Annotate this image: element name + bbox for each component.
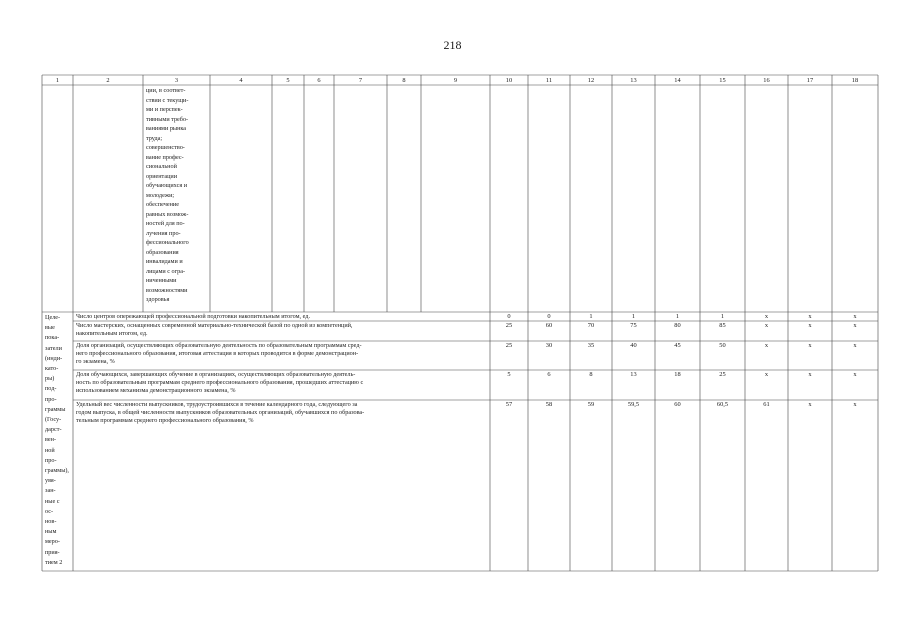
indicator-value: 70 bbox=[587, 322, 595, 329]
measure-description-line: вание профес- bbox=[146, 153, 184, 161]
measure-description-line: молодежи; bbox=[146, 191, 175, 199]
indicator-value: 59,5 bbox=[627, 401, 640, 408]
column-number-15: 15 bbox=[719, 77, 726, 84]
indicator-value: 60 bbox=[674, 401, 681, 408]
indicator-value: x bbox=[808, 313, 812, 320]
indicator-value: 1 bbox=[720, 313, 725, 320]
indicator-value: 30 bbox=[545, 342, 553, 349]
measure-description-line: ми и перспек- bbox=[146, 106, 183, 113]
indicator-group-line: ной bbox=[45, 446, 55, 454]
indicator-value: x bbox=[764, 342, 769, 349]
indicator-name-line: Удельный вес численности выпускников, трудоустроившихся в течение календарного года, следующего за bbox=[76, 401, 358, 408]
indicator-value: 45 bbox=[674, 342, 681, 349]
column-number-7: 7 bbox=[358, 77, 363, 84]
indicator-group-line: увя- bbox=[45, 477, 56, 485]
indicator-value: 50 bbox=[719, 342, 726, 349]
indicator-group-line: меро- bbox=[45, 538, 60, 546]
indicator-name-line: Доля организаций, осуществляющих образовательную деятельность по образовательным программам сред- bbox=[76, 342, 362, 349]
indicator-value: 40 bbox=[630, 342, 637, 349]
indicator-name-line: годом выпуска, в общей численности выпускников образовательных организаций, обучавшихся по образова- bbox=[76, 409, 365, 416]
indicator-value: 25 bbox=[505, 322, 513, 329]
measure-description-line: обеспечение bbox=[146, 201, 179, 208]
measure-description-line: ваниями рынка bbox=[146, 125, 187, 132]
measure-description-line: ции, в соответ- bbox=[146, 87, 186, 94]
column-number-11: 11 bbox=[545, 77, 553, 84]
indicator-value: 0 bbox=[547, 313, 551, 320]
indicator-value: 1 bbox=[675, 313, 680, 320]
indicator-group-line: граммы bbox=[45, 405, 66, 413]
indicator-value: x bbox=[808, 322, 812, 329]
indicator-value: 1 bbox=[631, 313, 636, 320]
measure-description-line: обучающихся и bbox=[146, 182, 188, 189]
measure-description-line: образования bbox=[146, 248, 179, 256]
indicator-value: x bbox=[853, 401, 857, 408]
column-number-14: 14 bbox=[674, 77, 681, 84]
measure-description-line: сиональной bbox=[146, 163, 177, 170]
indicator-name-line: него профессионального образования, итоговая аттестация в которых проводится в форме демонстрацион- bbox=[76, 350, 359, 357]
indicator-group-line: зан- bbox=[45, 487, 56, 495]
indicator-value: x bbox=[853, 342, 857, 349]
indicator-value: 13 bbox=[630, 371, 637, 378]
indicator-value: 25 bbox=[505, 342, 513, 349]
indicator-name-line: го экзамена, % bbox=[76, 358, 115, 365]
column-number-16: 16 bbox=[763, 77, 770, 84]
indicator-value: 6 bbox=[547, 371, 551, 378]
indicator-name-line: тельным программам среднего профессионального образования, % bbox=[76, 417, 254, 424]
indicator-value: 58 bbox=[545, 401, 553, 408]
column-number-8: 8 bbox=[402, 77, 406, 84]
indicator-value: x bbox=[764, 313, 769, 320]
indicator-value: x bbox=[808, 342, 812, 349]
indicator-name-line: накопительным итогом, ед. bbox=[76, 330, 148, 337]
column-number-18: 18 bbox=[851, 77, 859, 84]
indicator-group-line: прия- bbox=[45, 548, 60, 556]
indicator-value: x bbox=[764, 322, 769, 329]
indicator-group-line: затели bbox=[45, 344, 62, 352]
column-number-2: 2 bbox=[106, 77, 110, 84]
column-number-5: 5 bbox=[286, 77, 290, 84]
measure-description-line: лицами с огра- bbox=[146, 267, 186, 275]
indicator-value: x bbox=[808, 371, 812, 378]
indicator-value: 35 bbox=[587, 342, 595, 349]
indicator-value: x bbox=[764, 371, 769, 378]
indicator-group-line: граммы), bbox=[45, 467, 69, 474]
measure-description-line: совершенство- bbox=[146, 144, 185, 151]
column-number-9: 9 bbox=[453, 77, 458, 84]
indicator-group-line: ным bbox=[45, 528, 57, 536]
indicator-group-line: вен- bbox=[45, 436, 57, 444]
column-number-6: 6 bbox=[317, 77, 321, 84]
indicator-group-line: (Госу- bbox=[45, 416, 62, 423]
indicator-value: x bbox=[853, 322, 857, 329]
indicator-value: 85 bbox=[719, 322, 726, 329]
indicator-value: 75 bbox=[630, 322, 637, 329]
indicator-value: x bbox=[808, 401, 812, 408]
indicator-value: 5 bbox=[507, 371, 511, 378]
indicator-group-line: тием 2 bbox=[45, 558, 63, 566]
measure-description-line: ствии с текущи- bbox=[146, 96, 189, 104]
column-number-13: 13 bbox=[630, 77, 637, 84]
indicator-value: 57 bbox=[505, 401, 513, 408]
indicator-value: 60,5 bbox=[716, 401, 729, 408]
indicator-group-line: ные с bbox=[45, 497, 60, 505]
measure-description-line: равных возмож- bbox=[146, 210, 189, 218]
indicator-value: 1 bbox=[589, 313, 593, 320]
indicator-value: 60 bbox=[545, 322, 553, 329]
measure-description-line: ностей для по- bbox=[146, 220, 185, 227]
indicator-value: 59 bbox=[587, 401, 595, 408]
measure-description-line: лучения про- bbox=[146, 229, 181, 237]
indicator-name-line: Число центров опережающей профессиональной подготовки накопительным итогом, ед. bbox=[76, 313, 310, 320]
indicator-value: 0 bbox=[507, 313, 511, 320]
column-number-17: 17 bbox=[806, 77, 814, 84]
indicator-name-line: использованием механизма демонстрационного экзамена, % bbox=[76, 387, 236, 394]
measure-description-line: ориентации bbox=[146, 172, 178, 180]
measure-description-line: инвалидами и bbox=[146, 258, 183, 265]
measure-description-line: ниченными bbox=[146, 277, 177, 284]
measure-description-line: тивными требо- bbox=[146, 115, 189, 123]
indicator-group-line: ры) bbox=[45, 375, 55, 383]
indicator-value: 18 bbox=[674, 371, 681, 378]
indicator-value: 80 bbox=[674, 322, 681, 329]
column-number-4: 4 bbox=[239, 77, 243, 84]
column-number-12: 12 bbox=[587, 77, 595, 84]
indicator-group-line: Целе- bbox=[45, 314, 61, 321]
indicator-group-line: ос- bbox=[45, 507, 54, 515]
indicator-group-line: вые bbox=[45, 324, 55, 332]
indicator-value: x bbox=[853, 371, 857, 378]
measure-description-line: фессионального bbox=[146, 239, 189, 246]
column-number-3: 3 bbox=[174, 77, 179, 84]
indicator-name-line: Доля обучающихся, завершающих обучение в организациях, осуществляющих образовательную деятель- bbox=[76, 371, 356, 378]
measure-description-line: труда; bbox=[146, 134, 163, 142]
indicator-name-line: Число мастерских, оснащенных современной материально-технической базой по одной из компетенций, bbox=[76, 322, 353, 329]
indicator-group-line: пока- bbox=[45, 334, 60, 342]
indicator-group-line: като- bbox=[45, 365, 59, 372]
indicator-group-line: про- bbox=[45, 395, 57, 403]
indicator-value: 25 bbox=[719, 371, 726, 378]
indicator-value: x bbox=[853, 313, 857, 320]
indicator-name-line: ность по образовательным программам среднего профессионального образования, прошедших аттестацию с bbox=[76, 379, 364, 386]
column-number-10: 10 bbox=[505, 77, 513, 84]
indicator-value: 8 bbox=[589, 371, 593, 378]
measure-description-line: здоровья bbox=[146, 296, 170, 303]
indicator-group-line: нов- bbox=[45, 518, 57, 525]
indicator-group-line: дарст- bbox=[45, 426, 62, 434]
column-number-1: 1 bbox=[55, 77, 60, 84]
page-number: 218 bbox=[443, 38, 462, 52]
indicator-group-line: про- bbox=[45, 456, 57, 464]
indicator-value: 61 bbox=[763, 401, 770, 408]
indicator-group-line: под- bbox=[45, 385, 57, 393]
indicator-group-line: (инди- bbox=[45, 354, 63, 362]
measure-description-line: возможностями bbox=[146, 286, 188, 294]
